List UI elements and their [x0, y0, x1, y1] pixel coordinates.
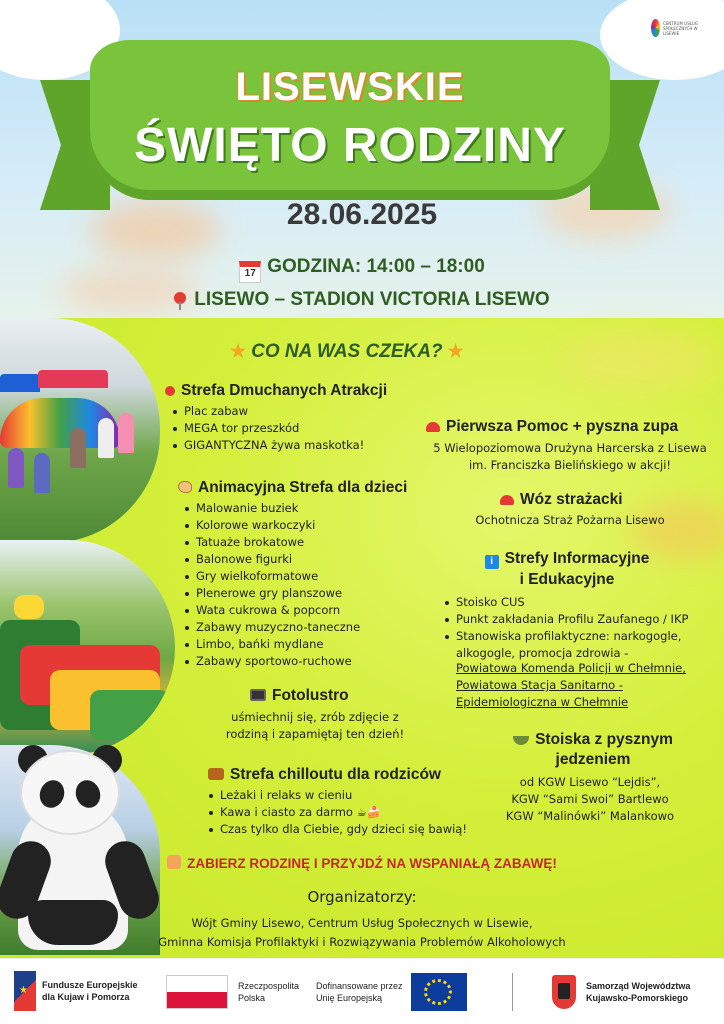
fotolustro-line: uśmiechnij się, zrób zdjęcie z [231, 710, 399, 724]
bowl-icon [513, 736, 529, 745]
info-title-line: i Edukacyjne [519, 571, 615, 588]
chillout-list [208, 787, 467, 838]
child [34, 453, 50, 493]
organizers-heading: Organizatorzy: [307, 888, 417, 906]
coat-of-arms-icon [552, 975, 576, 1009]
fe-text [42, 979, 138, 1003]
list-item: Stanowiska profilaktyczne: narkogogle, alkogogle, promocja zdrowia - [444, 628, 714, 662]
camera-icon [250, 689, 266, 701]
inflatable [90, 690, 170, 740]
child [70, 428, 86, 468]
link-police[interactable]: Powiatowa Komenda Policji w Chełmnie, [456, 661, 686, 675]
animation-title-text: Animacyjna Strefa dla dzieci [198, 479, 408, 496]
tent [0, 374, 40, 392]
region-logo [552, 975, 690, 1009]
region-line: Kujawsko-Pomorskiego [586, 993, 689, 1003]
info-icon: i [485, 555, 499, 569]
location-text: LISEWO – STADION VICTORIA LISEWO [194, 289, 550, 310]
rp-logo [166, 975, 299, 1009]
fotolustro-title-text: Fotolustro [272, 687, 349, 704]
calendar-icon: 17 [239, 261, 261, 283]
food-line: KGW “Malinówki” Malankowo [505, 809, 675, 823]
animation-list [184, 500, 360, 670]
animation-title [178, 479, 407, 497]
food-title-line: Stoiska z pysznym [535, 731, 673, 748]
star-icon: ★ [230, 341, 247, 361]
info-title [472, 550, 662, 589]
rp-line: Polska [238, 993, 266, 1003]
list-item: Malowanie buziek [184, 500, 360, 517]
child [8, 448, 24, 488]
list-item: Zabawy sportowo-ruchowe [184, 653, 360, 670]
decor-blob [560, 330, 720, 390]
fe-logo [14, 971, 138, 1011]
first-aid-line: im. Franciszka Bielińskiego w akcji! [468, 458, 672, 472]
info-links [456, 660, 686, 711]
fotolustro-title [250, 687, 349, 705]
list-item: Limbo, bańki mydlane [184, 636, 360, 653]
footer-logos [0, 958, 724, 1024]
food-text [480, 774, 700, 825]
poland-flag-icon [166, 975, 228, 1009]
fe-logo-icon: ★ [14, 971, 36, 1011]
link-sanepid[interactable]: Powiatowa Stacja Sanitarno - [456, 678, 623, 692]
eu-line: Unię Europejską [316, 993, 383, 1003]
list-item: Plenerowe gry planszowe [184, 585, 360, 602]
hours-text: GODZINA: 14:00 – 18:00 [267, 256, 485, 277]
event-hours [0, 256, 724, 283]
region-text [586, 980, 690, 1004]
list-item: Kolorowe warkoczyki [184, 517, 360, 534]
section-header-text: CO NA WAS CZEKA? [251, 341, 443, 362]
list-item: Leżaki i relaks w cieniu [208, 787, 467, 804]
pin-icon [165, 386, 175, 396]
food-title [498, 731, 688, 769]
info-list [444, 594, 714, 662]
divider [512, 973, 513, 1011]
food-line: KGW “Sami Swoi” Bartlewo [511, 792, 669, 806]
list-item: Wata cukrowa & popcorn [184, 602, 360, 619]
mushroom-icon [500, 495, 514, 505]
list-item: Kawa i ciasto za darmo ☕🍰 [208, 804, 467, 821]
family-icon [167, 855, 181, 869]
link-sanepid-2[interactable]: Epidemiologiczna w Chełmnie [456, 695, 629, 709]
list-item: Tatuaże brokatowe [184, 534, 360, 551]
rp-line: Rzeczpospolita [238, 981, 300, 991]
organizers-line: Wójt Gminy Lisewo, Centrum Usług Społecznych w Lisewie, [191, 916, 533, 930]
list-item: MEGA tor przeszkód [172, 420, 364, 437]
inflatables-title-text: Strefa Dmuchanych Atrakcji [181, 382, 388, 399]
inflatable [14, 595, 44, 619]
list-item: GIGANTYCZNA żywa maskotka! [172, 437, 364, 454]
child [118, 413, 134, 453]
title-line-2: ŚWIĘTO RODZINY [134, 119, 566, 172]
location-pin-icon [174, 292, 186, 304]
organizers-line: Gminna Komisja Profilaktyki i Rozwiązywania Problemów Alkoholowych [158, 935, 566, 949]
title-line-1: LISEWSKIE [235, 65, 465, 109]
eu-line: Dofinansowane przez [316, 981, 403, 991]
cus-logo-text: CENTRUM USŁUG SPOŁECZNYCH W LISEWIE [662, 20, 698, 36]
inflatables-list [172, 403, 364, 454]
rp-text [238, 980, 299, 1004]
event-location [0, 289, 724, 311]
star-icon: ★ [447, 341, 464, 361]
first-aid-text [420, 440, 720, 474]
list-item: Balonowe figurki [184, 551, 360, 568]
fe-line: Fundusze Europejskie [42, 980, 138, 990]
list-item: Punkt zakładania Profilu Zaufanego / IKP [444, 611, 714, 628]
region-line: Samorząd Województwa [586, 981, 691, 991]
eu-logo [316, 973, 467, 1011]
palette-icon [178, 481, 192, 493]
chillout-title [208, 766, 441, 784]
list-item: Zabawy muzyczno-taneczne [184, 619, 360, 636]
sofa-icon [208, 768, 224, 780]
inflatables-title [165, 382, 387, 400]
organizers-text [0, 914, 724, 952]
section-header [225, 341, 469, 363]
food-title-line: jedzeniem [555, 751, 631, 768]
list-item: Czas tylko dla Ciebie, gdy dzieci się bawią! [208, 821, 467, 838]
fire-truck-text: Ochotnicza Straż Pożarna Lisewo [475, 513, 665, 527]
title-banner [40, 20, 660, 210]
slogan-text: ZABIERZ RODZINĘ I PRZYJDŹ NA WSPANIAŁĄ ZABAWĘ! [187, 856, 557, 871]
list-item: Gry wielkoformatowe [184, 568, 360, 585]
chillout-title-text: Strefa chilloutu dla rodziców [230, 766, 441, 783]
event-date: 28.06.2025 [286, 198, 438, 231]
mushroom-icon [426, 422, 440, 432]
food-line: od KGW Lisewo “Lejdis”, [519, 775, 661, 789]
tent [38, 370, 108, 388]
list-item: Plac zabaw [172, 403, 364, 420]
eu-flag-icon [411, 973, 467, 1011]
child [98, 418, 114, 458]
list-item: Stoisko CUS [444, 594, 714, 611]
first-aid-line: 5 Wielopoziomowa Drużyna Harcerska z Lisewa [433, 441, 707, 455]
slogan [0, 855, 724, 871]
fe-line: dla Kujaw i Pomorza [42, 992, 130, 1002]
fire-truck-title [500, 491, 623, 509]
fotolustro-text [200, 709, 430, 743]
info-title-line: Strefy Informacyjne [504, 550, 650, 567]
fire-truck-title-text: Wóz strażacki [520, 491, 623, 508]
panda-head [20, 750, 120, 835]
eu-text [316, 980, 403, 1004]
fotolustro-line: rodziną i zapamiętaj ten dzień! [225, 727, 405, 741]
first-aid-title [426, 418, 678, 436]
first-aid-title-text: Pierwsza Pomoc + pyszna zupa [446, 418, 679, 435]
